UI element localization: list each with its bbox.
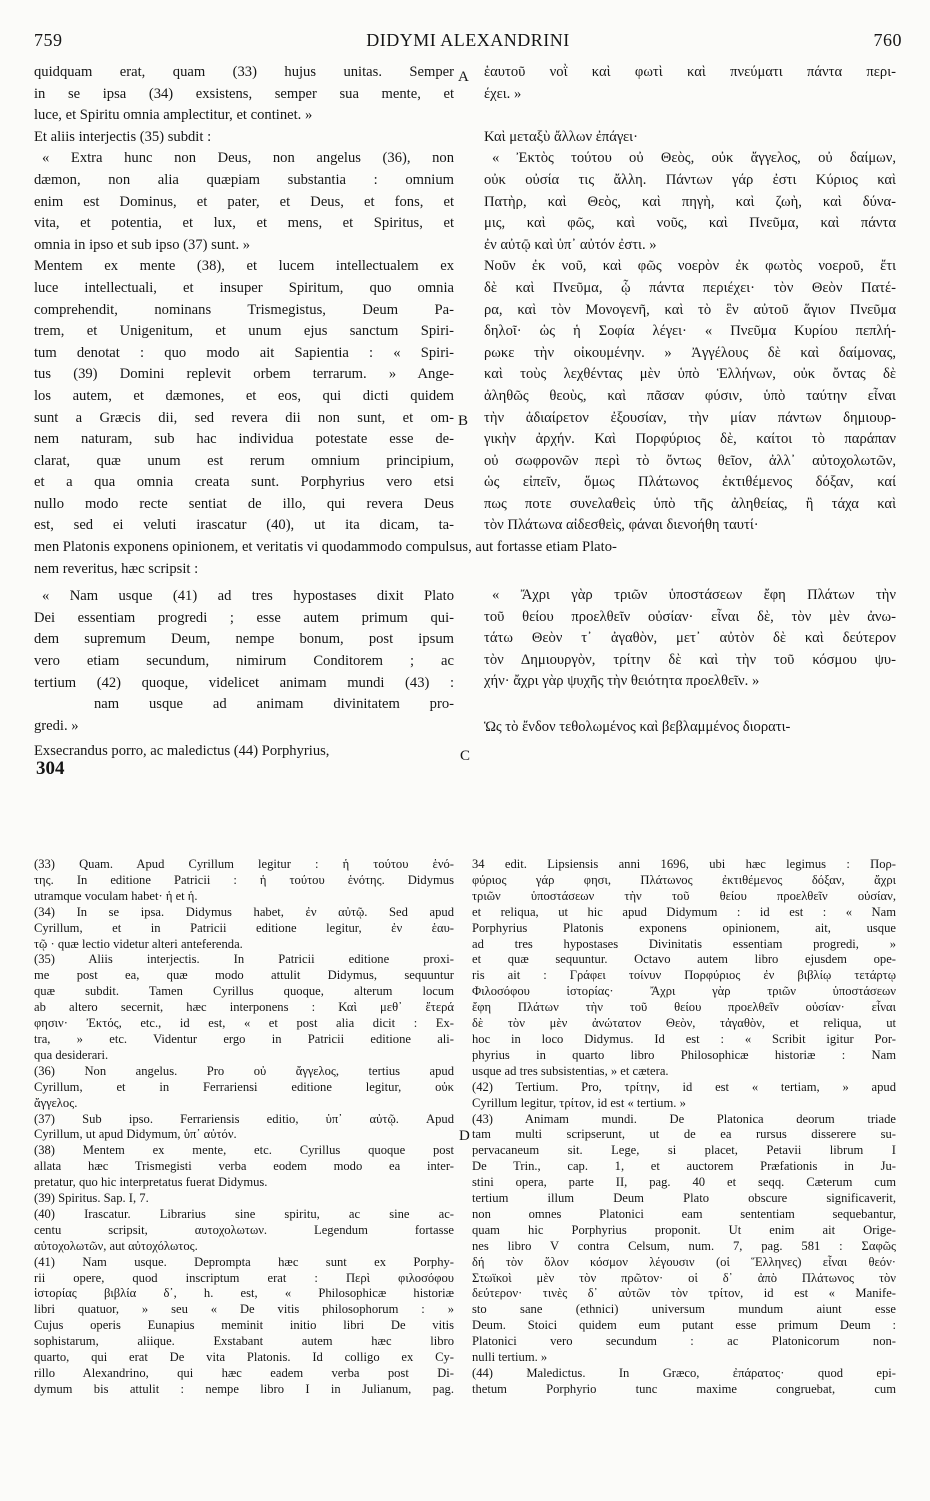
footnote-line: quarto, qui erat De vita Platonis. Id colligo ex Cy- xyxy=(34,1350,454,1365)
footnote-line: Φιλοσόφου ἱστορίας· Ἄχρι γὰρ τριῶν ὑποστάσεων xyxy=(472,984,896,999)
footnotes-right-column xyxy=(472,857,896,1398)
footnote-line: tra, » etc. Videntur ergo in Patricii editione ali- xyxy=(34,1031,454,1046)
footnote-line: De Trin., cap. 1, et auctorem Præfationis in Ju- xyxy=(472,1159,896,1174)
footnote-line: ad tres hypostases Divinitatis essentiam progredi, » xyxy=(472,936,896,951)
greek-line: ρα, καὶ τὸν Μονογενῆ, καὶ τὸ ἓν αὐτοῦ ἅγιον Πνεῦμα xyxy=(484,301,896,318)
latin-line: tus (39) Domini replevit orbem terrarum. » Ange- xyxy=(34,366,454,383)
footnote-line: stini opera, parte II, pag. 40 et seqq. Cæterum cum xyxy=(472,1175,896,1190)
latin-line: « Nam usque (41) ad tres hypostases dixit Plato xyxy=(42,588,454,605)
footnote-line: φησιν· Ἐκτός, etc., id est, « et post alia dicit : Ex- xyxy=(34,1016,454,1031)
footnote-line: (36) Non angelus. Pro οὐ ἄγγελος, tertius apud xyxy=(34,1063,454,1078)
footnotes-left-column xyxy=(34,857,454,1398)
footnote-line: (35) Aliis interjectis. In Patricii editione proxi- xyxy=(34,952,454,967)
latin-line: gredi. » xyxy=(34,717,79,734)
footnote-line: quæ subdit. Tamen Cyrillus quoque, alterum locum xyxy=(34,984,454,999)
footnote-line: (37) Sub ipso. Ferrariensis editio, ὑπ᾽ αὐτῷ. Apud xyxy=(34,1111,454,1126)
latin-line: omnia in ipso et sub ipso (37) sunt. » xyxy=(34,236,251,253)
footnote-line: δή τὸν ὅλον κόσμον λέγουσιν (οἱ Ἕλληνες) εἶναι θεόν· xyxy=(472,1254,896,1269)
footnote-line: (38) Mentem ex mente, etc. Cyrillus quoque post xyxy=(34,1143,454,1158)
greek-line xyxy=(484,105,896,127)
footnote-line: dymum bis attulit : nempe libro I in Julianum, pag. xyxy=(34,1381,454,1396)
latin-line: comprehendit, nominans Trismegistus, Deum Pa- xyxy=(34,301,454,318)
latin-line: vita, et potentia, et lux, et mens, et Spiritus, et xyxy=(34,215,454,232)
latin-line: in se ipsa (34) exsistens, semper sua mente, et xyxy=(34,85,454,102)
latin-line: enim est Dominus, et pater, et Deus, et fons, et xyxy=(34,193,454,210)
footnote-line: ris ait : Γράφει τοίνυν Πορφύριος ἐν βιβλίῳ τετάρτῳ xyxy=(472,968,896,983)
margin-letter-d: D xyxy=(459,1128,470,1144)
latin-line: Mentem ex mente (38), et lucem intellectualem ex xyxy=(34,258,454,275)
footnote-line: Cyrillum, et in Ferrariensi editione legitur, οὐκ xyxy=(34,1079,454,1094)
greek-line: τὴν ἀδιαίρετον ἐξουσίαν, τὴν μίαν πάντων δημιουρ- xyxy=(484,409,896,426)
greek-line: Νοῦν ἐκ νοῦ, καὶ φῶς νοερὸν ἐκ φωτὸς νοεροῦ, ἔτι xyxy=(484,258,896,275)
footnote-line: nes libro V contra Celsum, num. 7, pag. 581 : Σαφῶς xyxy=(472,1238,896,1253)
latin-line: luce intellectuali, et insuper Spiritum, quo omnia xyxy=(34,279,454,296)
footnote-line: ἔφη Πλάτων τὴν τοῦ θείου προελθεῖν οὐσίαν· εἶναι xyxy=(472,1000,896,1015)
footnote-line: φύριος γάρ φησι, Πλάτωνος ἐκτιθέμενος δόξαν, ἄχρι xyxy=(472,872,896,887)
latin-line: dem supremum Deum, nempe bonum, post ipsum xyxy=(34,631,454,648)
footnote-line: non omnes Platonici eam sententiam sequebantur, xyxy=(472,1206,896,1221)
margin-letter-c: C xyxy=(460,748,471,764)
greek-line: τὸν Δημιουργὸν, τρίτην δὲ καὶ τὴν τοῦ κόσμου ψυ- xyxy=(484,651,896,668)
latin-line: luce, et Spiritu omnia amplectitur, et continet. » xyxy=(34,107,313,124)
margin-letter-b: B xyxy=(458,413,469,429)
latin-line: « Extra hunc non Deus, non angelus (36), non xyxy=(42,150,454,167)
greek-line: οὐκ οὐσία τις ἄλλη. Πάντων γάρ ἐστι Κύριος καὶ xyxy=(484,171,896,188)
greek-line: τοῦ θείου προελθεῖν οὐσίαν· εἶναι δὲ, τὸν μὲν ἀνω- xyxy=(484,608,896,625)
footnote-line: sto sane (ethnici) universum mundum aiunt esse xyxy=(472,1302,896,1317)
footnote-line: utramque voculam habet· ἡ et ἡ. xyxy=(34,888,198,903)
latin-line: sunt a Græcis dii, sed revera dii non sunt, et om- xyxy=(34,409,454,426)
footnote-line: (34) In se ipsa. Didymus habet, ἐν αὐτῷ. Sed apud xyxy=(34,904,454,919)
greek-line: ἑαυτοῦ νοῒ καὶ φωτὶ καὶ πνεύματι πάντα περι- xyxy=(484,64,896,80)
footnote-line: (44) Maledictus. In Græco, ἐπάρατος· quod epi- xyxy=(472,1366,896,1380)
running-header xyxy=(34,30,902,56)
latin-line: Et aliis interjectis (35) subdit : xyxy=(34,128,212,145)
greek-line: Ὡς τὸ ἔνδον τεθολωμένος καὶ βεβλαμμένος διορατι- xyxy=(484,719,791,736)
running-title: DIDYMI ALEXANDRINI xyxy=(366,30,570,50)
greek-line: τὸν Πλάτωνα αἰδεσθεὶς, φάναι διενοήθη ταυτί· xyxy=(484,517,759,534)
footnote-line: της. In editione Patricii : ἡ τούτου ἑνότης. Didymus xyxy=(34,872,454,887)
latin-line: trem, et Unigenitum, et unum ejus sanctum Spiri- xyxy=(34,323,454,340)
latin-line: quidquam erat, quam (33) hujus unitas. Semper xyxy=(34,64,454,80)
greek-line: ἐν αὐτῷ καὶ ὑπ᾽ αὐτόν ἐστι. » xyxy=(484,236,657,253)
greek-line: καὶ τοὺς λεχθέντας μὲν ὑπὸ Ἑλλήνων, οὐκ ὄντας δὲ xyxy=(484,366,896,383)
footnote-line: 34 edit. Lipsiensis anni 1696, ubi hæc legimus : Πορ- xyxy=(472,857,896,871)
footnote-line: tertium illum Deum Plato obscure significaverit, xyxy=(472,1191,896,1206)
latin-line: nem naturam, sub hac individua potestate esse de- xyxy=(34,431,454,448)
greek-line: ρωκε τὴν οἰκουμένην. » Ἀγγέλους δὲ καὶ δαίμονας, xyxy=(484,344,896,361)
footnote-line: Cyrillum, et in Patricii editione legitur, ἐν ἑαυ- xyxy=(34,920,454,935)
greek-line: δὲ καὶ Πνεῦμα, ᾧ πάντα περιέχει· τὸν Θεὸν Πατέ- xyxy=(484,279,896,296)
footnote-line: Porphyrius Platonis exponens opinionem, ait, usque xyxy=(472,920,896,935)
footnote-line: allata hæc Trismegisti verba eodem modo ea inter- xyxy=(34,1159,454,1174)
latin-line: est, sed ei veluti irascatur (40), ut ita dicam, ta- xyxy=(34,517,454,534)
footnote-line: thetum Porphyrio tunc maxime congruebat, cum xyxy=(472,1381,896,1396)
greek-line: έχει. » xyxy=(484,85,522,102)
footnote-line: rillo Alexandrino, qui hæc eadem verba post Di- xyxy=(34,1366,454,1380)
greek-line: ὡς εἰπεῖν, ὅμως Πλάτωνος ἐκτιθέμενος δόξαν, καί xyxy=(484,474,896,491)
greek-line: χήν· ἄχρι γὰρ ψυχῆς τὴν θειότητα προελθεῖν. » xyxy=(484,673,760,690)
footnote-line: δεύτερον· τινὲς δ᾽ αὐτῶν τὸν τρίτον, id est « Manife- xyxy=(472,1286,896,1301)
footnote-line: (43) Animam mundi. De Platonica deorum triade xyxy=(472,1111,896,1126)
footnote-line: pervacaneum sit. Lege, si placet, Petavii librum I xyxy=(472,1143,896,1158)
footnote-line: Cyrillum, ut apud Didymum, ὑπ᾽ αὐτόν. xyxy=(34,1127,237,1142)
footnote-line: Platonici vero secundum : ac Platonicorum non- xyxy=(472,1334,896,1349)
page-sigla: 304 xyxy=(36,758,65,779)
footnote-line: quam hic Porphyrius proponit. Ut enim ait Orige- xyxy=(472,1222,896,1237)
latin-line: clarat, quæ unum est rerum omnium principium, xyxy=(34,452,454,469)
greek-line: γικὴν ἀρχήν. Καὶ Πορφύριος δὲ, καίτοι τὸ παράπαν xyxy=(484,431,896,448)
latin-line: nem reveritus, hæc scripsit : xyxy=(34,560,199,577)
margin-letter-a: A xyxy=(458,69,469,85)
footnote-line: ab altero secernit, hæc interponens : Καὶ μεθ᾽ ἕτερά xyxy=(34,1000,454,1015)
latin-line: et a qua omnia creata sunt. Porphyrius vero etsi xyxy=(34,474,454,491)
latin-line: dæmon, non alia quæpiam substantia : omnium xyxy=(34,171,454,188)
footnote-line: Cujus operis Eunapius meminit initio libri De vitis xyxy=(34,1318,454,1333)
footnote-line: usque ad tres subsistentias, » et cætera. xyxy=(472,1063,669,1078)
footnote-line: (33) Quam. Apud Cyrillum legitur : ἡ τούτου ἑνό- xyxy=(34,857,454,871)
greek-column xyxy=(484,62,896,739)
latin-line: Exsecrandus porro, ac maledictus (44) Porphyrius, xyxy=(34,743,330,760)
latin-line: nam usque ad animam divinitatem pro- xyxy=(94,696,454,713)
footnote-line: phyrius in quarto libro Philosophicæ historiæ : Nam xyxy=(472,1047,896,1062)
greek-line: δηλοῖ· ὡς ἡ Σοφία λέγει· « Πνεῦμα Κυρίου πεπλή- xyxy=(484,323,896,340)
latin-line: tum denotat : quo modo ait Sapientia : « Spiri- xyxy=(34,344,454,361)
latin-line: tertium (42) quoque, videlicet animam mundi (43) : xyxy=(34,674,454,691)
footnote-line: et quæ sequuntur. Octavo autem libro ejusdem ope- xyxy=(472,952,896,967)
greek-line: πως ποτε συνελαθεὶς ὑπὸ τῆς ἀληθείας, ἢ τάχα καὶ xyxy=(484,495,896,512)
footnote-line: ἄγγελος. xyxy=(34,1095,78,1110)
latin-line: vero etiam secundum, nimirum Conditorem ; ac xyxy=(34,653,454,670)
greek-line: μις, καὶ φῶς, καὶ νοῦς, καὶ Πνεῦμα, καὶ πάντα xyxy=(484,215,896,232)
footnote-line: (39) Spiritus. Sap. I, 7. xyxy=(34,1191,149,1206)
footnote-line: tam multi scripserunt, ut de ea rursus disserere su- xyxy=(472,1127,896,1142)
greek-line: ἀληθῶς θεοὺς, καὶ πᾶσαν φύσιν, ὑπὸ ταύτην εἶναι xyxy=(484,387,896,404)
footnote-line: (40) Irascatur. Librarius sine spiritu, ac sine ac- xyxy=(34,1206,454,1221)
footnote-line: τριῶν ὑποστάσεων τὴν τοῦ θείου προελθεῖν οὐσίαν, xyxy=(472,888,896,903)
greek-line: οὐ σωφρονῶν περὶ τὸ ὄντως θεῖον, ἀλλ᾽ αὐτοχολωτῶν, xyxy=(484,452,896,469)
footnote-line: libri quatuor, » seu « De vitis philosophorum : » xyxy=(34,1302,454,1317)
footnote-line: δὲ τὸν μὲν ἀνώτατον Θεὸν, τἀγαθὸν, et reliqua, ut xyxy=(472,1016,896,1031)
footnote-line: qua desiderari. xyxy=(34,1047,109,1062)
footnote-line: nulli tertium. » xyxy=(472,1350,548,1365)
footnote-line: et reliqua, ut hic apud Didymum : id est : « Nam xyxy=(472,904,896,919)
greek-line: Καὶ μεταξὺ ἄλλων ἐπάγει· xyxy=(484,128,638,145)
left-page-number: 759 xyxy=(34,30,63,50)
footnote-line: Στωϊκοὶ μὲν τὸν πρῶτον· οἱ δ᾽ ἀπὸ Πλάτωνος τὸν xyxy=(472,1270,896,1285)
greek-line: τάτω Θεὸν τ᾽ ἀγαθὸν, μετ᾽ αὐτὸν δὲ καὶ δεύτερον xyxy=(484,630,896,647)
footnote-line: me post ea, quæ modo attulit Didymus, sequuntur xyxy=(34,968,454,983)
footnote-line: τῷ · quæ lectio videtur alteri anteferenda. xyxy=(34,936,243,951)
footnote-line: sophistarum, aliique. Exstabant autem hæc libro xyxy=(34,1334,454,1349)
footnote-line: hoc in loco Didymus. Id est : « Scribit igitur Por- xyxy=(472,1031,896,1046)
footnote-line: centu scripsit, αυτοχολωτων. Legendum fortasse xyxy=(34,1222,454,1237)
footnote-line: rii opere, quod inscriptum erat : Περὶ φιλοσόφου xyxy=(34,1270,454,1285)
greek-line: « Ἄχρι γὰρ τριῶν ὑποστάσεων ἔφη Πλάτων τὴν xyxy=(492,587,896,604)
footnote-line: ἱστορίας βιβλία δ᾽, h. est, « Philosophicæ historiæ xyxy=(34,1286,454,1301)
latin-line: men Platonis exponens opinionem, et veritatis vi quodammodo compulsus, aut fortasse etiam Plato- xyxy=(34,539,617,556)
footnote-line: (41) Nam usque. Deprompta hæc sunt ex Porphy- xyxy=(34,1254,454,1269)
greek-line: « Ἐκτὸς τούτου οὐ Θεὸς, οὐκ ἄγγελος, οὐ δαίμων, xyxy=(492,150,896,167)
footnote-line: Deum. Stoici quidem eum putant esse primum Deum : xyxy=(472,1318,896,1333)
right-page-number: 760 xyxy=(873,30,902,50)
greek-line: Πατὴρ, καὶ Θεὸς, καὶ πηγὴ, καὶ ζωὴ, καὶ δύνα- xyxy=(484,193,896,210)
latin-line: Dei essentiam progredi ; esse autem primum qui- xyxy=(34,609,454,626)
latin-line: los autem, et dæmones, et eos, qui dicti quidem xyxy=(34,387,454,404)
latin-line: nullo modo recte sentiat de illo, qui revera Deus xyxy=(34,495,454,512)
footnote-line: (42) Tertium. Pro, τρίτην, id est « tertiam, » apud xyxy=(472,1079,896,1094)
footnote-line: pretatur, quo hic interpretatus fuerat Didymus. xyxy=(34,1175,268,1190)
footnote-line: αὐτοχολωτῶν, aut αὐτοχόλωτος. xyxy=(34,1238,198,1253)
footnote-line: Cyrillum legitur, τρίτον, id est « tertium. » xyxy=(472,1095,686,1110)
